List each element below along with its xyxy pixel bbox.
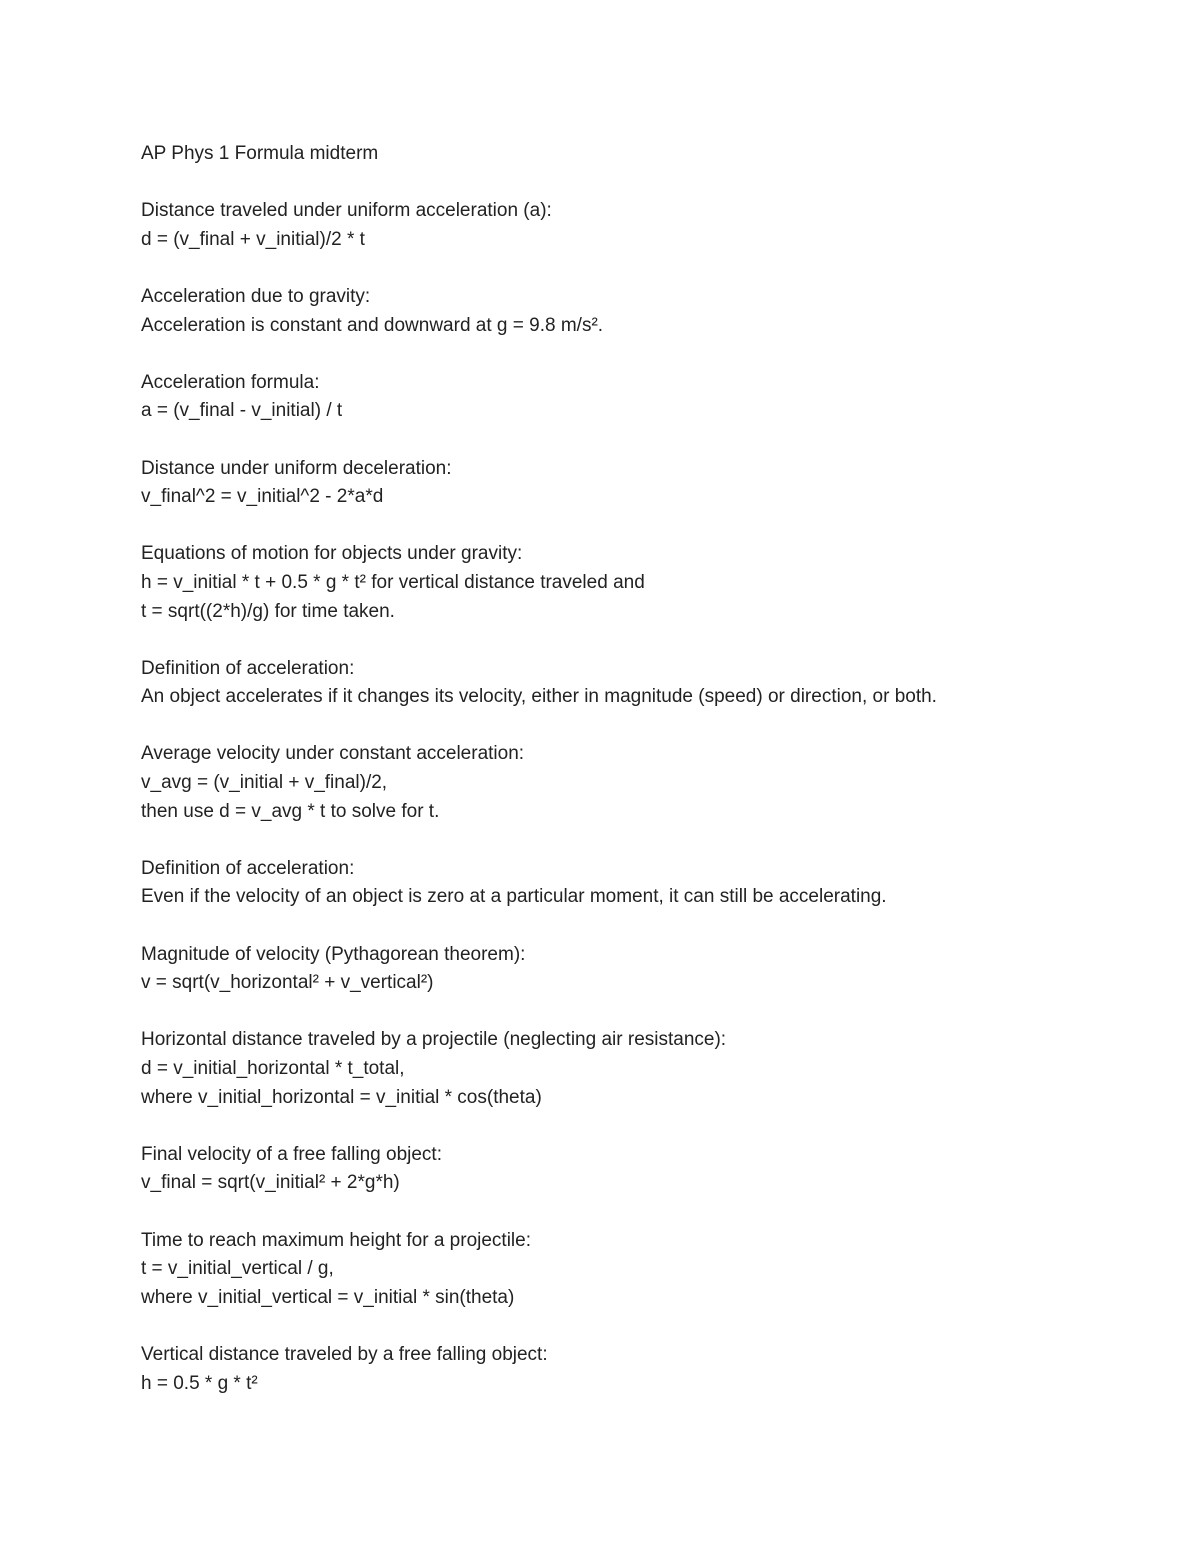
formula-section bbox=[141, 855, 1141, 912]
formula-section bbox=[141, 369, 1141, 426]
line-gap bbox=[141, 340, 1141, 369]
section-line: h = 0.5 * g * t² bbox=[141, 1372, 258, 1394]
section-heading: Average velocity under constant acceleration: bbox=[141, 743, 525, 765]
section-heading: Magnitude of velocity (Pythagorean theorem): bbox=[141, 943, 526, 965]
formula-section bbox=[141, 1341, 1141, 1398]
section-heading: Acceleration formula: bbox=[141, 371, 320, 393]
formula-section bbox=[141, 941, 1141, 998]
formula-section bbox=[141, 740, 1141, 826]
formula-section bbox=[141, 1227, 1141, 1313]
formula-section bbox=[141, 455, 1141, 512]
section-line: v_avg = (v_initial + v_final)/2, bbox=[141, 772, 388, 794]
section-line: where v_initial_vertical = v_initial * sin(theta) bbox=[141, 1286, 515, 1308]
line-gap bbox=[141, 169, 1141, 198]
formula-section bbox=[141, 540, 1141, 626]
section-heading: Acceleration due to gravity: bbox=[141, 285, 371, 307]
formula-section bbox=[141, 197, 1141, 254]
line-gap bbox=[141, 626, 1141, 655]
line-gap bbox=[141, 254, 1141, 283]
line-gap bbox=[141, 1312, 1141, 1341]
section-line: t = sqrt((2*h)/g) for time taken. bbox=[141, 600, 395, 622]
section-line: where v_initial_horizontal = v_initial * cos(theta) bbox=[141, 1086, 542, 1108]
formula-section bbox=[141, 655, 1141, 712]
section-line: d = v_initial_horizontal * t_total, bbox=[141, 1058, 405, 1079]
line-gap bbox=[141, 1112, 1141, 1141]
section-heading: Distance traveled under uniform acceleration (a): bbox=[141, 200, 552, 222]
section-line: v_final^2 = v_initial^2 - 2*a*d bbox=[141, 486, 384, 508]
section-heading: Time to reach maximum height for a projectile: bbox=[141, 1229, 532, 1251]
section-heading: Vertical distance traveled by a free falling object: bbox=[141, 1343, 548, 1365]
section-heading: Final velocity of a free falling object: bbox=[141, 1143, 442, 1165]
line-gap bbox=[141, 512, 1141, 541]
section-line: An object accelerates if it changes its velocity, either in magnitude (speed) or direction, or both. bbox=[141, 686, 937, 708]
formula-section bbox=[141, 1026, 1141, 1112]
section-line: v = sqrt(v_horizontal² + v_vertical²) bbox=[141, 972, 434, 994]
section-line: t = v_initial_vertical / g, bbox=[141, 1258, 334, 1280]
line-gap bbox=[141, 998, 1141, 1027]
section-heading: Distance under uniform deceleration: bbox=[141, 457, 452, 479]
line-gap bbox=[141, 426, 1141, 455]
section-line: v_final = sqrt(v_initial² + 2*g*h) bbox=[141, 1172, 400, 1194]
section-line: Acceleration is constant and downward at g = 9.8 m/s². bbox=[141, 314, 604, 336]
section-heading: Equations of motion for objects under gravity: bbox=[141, 543, 523, 565]
section-line: Even if the velocity of an object is zero at a particular moment, it can still be accelerating. bbox=[141, 886, 887, 908]
line-gap bbox=[141, 1198, 1141, 1227]
section-line: then use d = v_avg * t to solve for t. bbox=[141, 800, 440, 822]
section-heading: Horizontal distance traveled by a projectile (neglecting air resistance): bbox=[141, 1029, 727, 1051]
formula-section bbox=[141, 1141, 1141, 1198]
section-line: d = (v_final + v_initial)/2 * t bbox=[141, 228, 365, 250]
section-heading: Definition of acceleration: bbox=[141, 857, 355, 879]
section-line: a = (v_final - v_initial) / t bbox=[141, 400, 343, 422]
line-gap bbox=[141, 826, 1141, 855]
line-gap bbox=[141, 912, 1141, 941]
section-heading: Definition of acceleration: bbox=[141, 657, 355, 679]
section-line: h = v_initial * t + 0.5 * g * t² for vertical distance traveled and bbox=[141, 571, 645, 593]
formula-section bbox=[141, 283, 1141, 340]
document-title: AP Phys 1 Formula midterm bbox=[141, 143, 379, 164]
document-body bbox=[141, 140, 1141, 1398]
line-gap bbox=[141, 712, 1141, 741]
